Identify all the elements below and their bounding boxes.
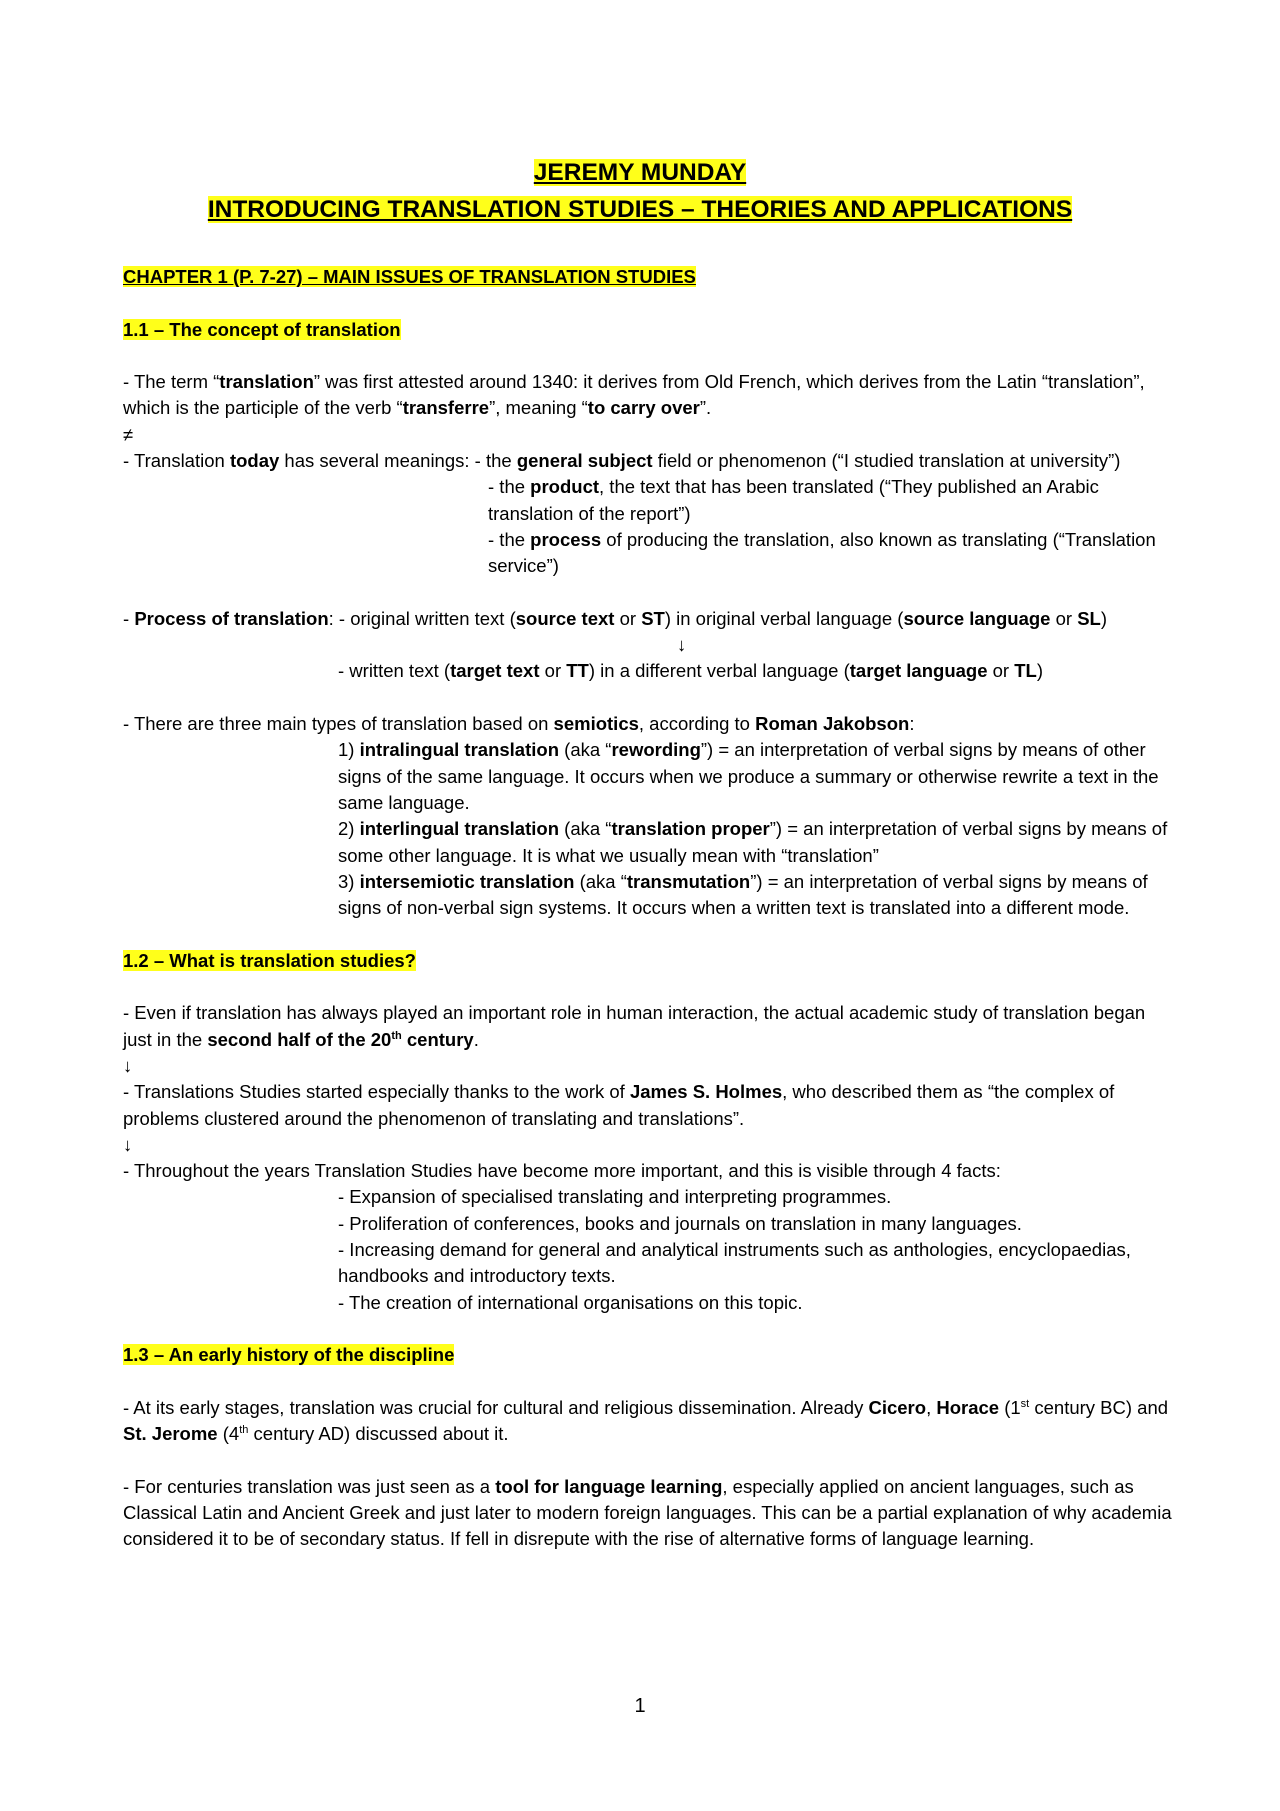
paragraph-holmes: - Translations Studies started especially thanks to the work of James S. Holmes, who described them as “the complex of problems clustered around the phenomenon of translating and translations”. (123, 1081, 1115, 1129)
chapter-heading: CHAPTER 1 (P. 7-27) – MAIN ISSUES OF TRANSLATION STUDIES (123, 266, 696, 287)
type-interlingual: 2) interlingual translation (aka “translation proper”) = an interpretation of verbal signs by means of some other language. It is what we usually mean with “translation” (338, 818, 1168, 866)
document-title-book: INTRODUCING TRANSLATION STUDIES – THEORIES AND APPLICATIONS (207, 196, 1073, 223)
paragraph-early-stages: - At its early stages, translation was crucial for cultural and religious dissemination. Already Cicero, Horace (1st century BC) and St. Jerome (4th century AD) discussed about it. (123, 1396, 1169, 1445)
paragraph-academic-study: - Even if translation has always played an important role in human interaction, the actual academic study of translation began just in the second half of the 20th century. (123, 1002, 1146, 1050)
section-heading-1-1: 1.1 – The concept of translation (123, 318, 401, 340)
section-1-1 (123, 264, 1173, 1553)
paragraph-types: - There are three main types of translation based on semiotics, according to Roman Jakobson: (123, 713, 915, 735)
fact-item: - Increasing demand for general and analytical instruments such as anthologies, encyclopaedias, handbooks and introductory texts. (338, 1238, 1131, 1287)
process-target: - written text (target text or TT) in a different verbal language (target language or TL) (338, 660, 1044, 682)
not-equal-symbol: ≠ (123, 423, 134, 445)
paragraph-language-learning: - For centuries translation was just seen as a tool for language learning, especially applied on ancient languages, such as Classical Latin and Ancient Greek and just later to modern foreign languages. This can be a partial explanation of why academia considered it to be of secondary status. If fell in disrepute with the rise of alternative forms of language learning. (123, 1475, 1172, 1550)
type-intersemiotic: 3) intersemiotic translation (aka “transmutation”) = an interpretation of verbal signs by means of signs of non-verbal sign systems. It occurs when a written text is translated into a different mode. (338, 870, 1148, 919)
fact-item: - Proliferation of conferences, books and journals on translation in many languages. (338, 1212, 1022, 1234)
page-number: 1 (634, 1695, 646, 1717)
paragraph-today-meanings: - Translation today has several meanings: - the general subject field or phenomenon (“I studied translation at university”) (123, 450, 1121, 472)
meaning-product: - the product, the text that has been translated (“They published an Arabic translation of the report”) (488, 476, 1099, 524)
paragraph-term-origin: - The term “translation” was first attested around 1340: it derives from Old French, which derives from the Latin “translation”, which is the participle of the verb “transferre”, meaning “to carry over”. (123, 371, 1145, 419)
section-heading-1-3: 1.3 – An early history of the discipline (123, 1344, 455, 1366)
down-arrow: ↓ (677, 634, 687, 656)
section-heading-1-2: 1.2 – What is translation studies? (123, 949, 416, 971)
type-intralingual: 1) intralingual translation (aka “rewording”) = an interpretation of verbal signs by means of other signs of the same language. It occurs when we produce a summary or otherwise rewrite a text in the same language. (338, 739, 1159, 813)
document-title-author: JEREMY MUNDAY (533, 159, 747, 186)
process-source: - Process of translation: - original written text (source text or ST) in original verbal language (source language or SL) (123, 607, 1107, 629)
fact-item: - The creation of international organisations on this topic. (338, 1291, 803, 1313)
fact-item: - Expansion of specialised translating and interpreting programmes. (338, 1186, 892, 1208)
meaning-process: - the process of producing the translation, also known as translating (“Translation service”) (488, 528, 1156, 577)
paragraph-four-facts: - Throughout the years Translation Studies have become more important, and this is visible through 4 facts: (123, 1160, 1001, 1182)
down-arrow: ↓ (123, 1054, 133, 1076)
down-arrow: ↓ (123, 1133, 133, 1155)
